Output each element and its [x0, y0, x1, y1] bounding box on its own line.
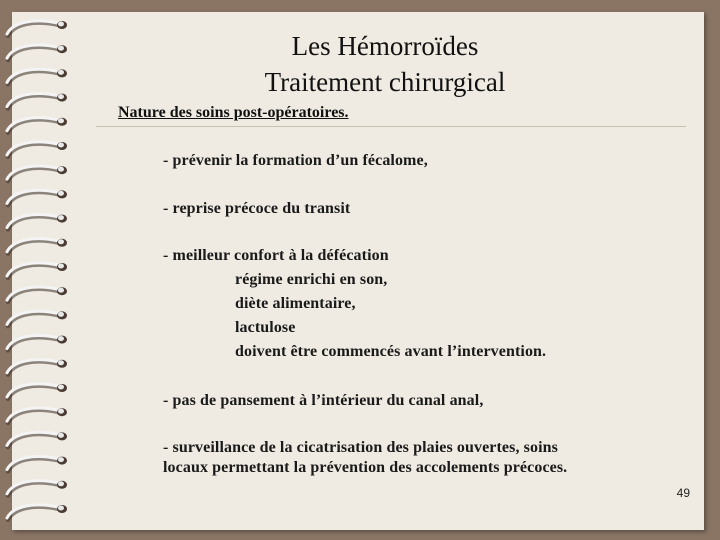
spiral-ring	[7, 69, 67, 84]
list-subitem: diète alimentaire,	[235, 295, 356, 312]
spiral-ring	[7, 93, 67, 108]
divider	[96, 126, 686, 127]
spiral-ring	[7, 190, 67, 205]
list-item: - meilleur confort à la défécation	[163, 247, 389, 264]
spiral-ring	[7, 142, 67, 157]
page-title: Les Hémorroïdes	[291, 31, 479, 61]
spiral-ring	[7, 166, 67, 181]
page-title-line2: Traitement chirurgical	[264, 67, 506, 97]
spiral-ring	[7, 21, 67, 36]
list-subitem: régime enrichi en son,	[235, 271, 388, 288]
spiral-ring	[7, 456, 67, 471]
spiral-ring	[7, 432, 67, 447]
spiral-ring	[7, 311, 67, 326]
spiral-ring	[7, 118, 67, 133]
list-item: - pas de pansement à l’intérieur du canal anal,	[163, 392, 484, 409]
spiral-ring	[7, 481, 67, 496]
page-number: 49	[676, 486, 690, 500]
list-item: - surveillance de la cicatrisation des plaies ouvertes, soins	[163, 439, 558, 456]
spiral-ring	[7, 287, 67, 302]
section-heading: Nature des soins post-opératoires.	[118, 104, 349, 121]
spiral-ring	[7, 360, 67, 375]
list-item: - prévenir la formation d’un fécalome,	[163, 152, 428, 169]
spiral-ring	[7, 214, 67, 229]
spiral-ring	[7, 408, 67, 423]
spiral-ring	[7, 263, 67, 278]
list-item: - reprise précoce du transit	[163, 200, 351, 217]
spiral-ring	[7, 45, 67, 60]
list-subitem: lactulose	[235, 319, 296, 336]
spiral-ring	[7, 505, 67, 520]
spiral-ring	[7, 239, 67, 254]
spiral-binding-icon	[0, 14, 80, 524]
spiral-ring	[7, 384, 67, 399]
list-subitem: doivent être commencés avant l’intervention.	[235, 343, 547, 360]
list-item-continuation: locaux permettant la prévention des accolements précoces.	[163, 459, 568, 476]
spiral-ring	[7, 335, 67, 350]
